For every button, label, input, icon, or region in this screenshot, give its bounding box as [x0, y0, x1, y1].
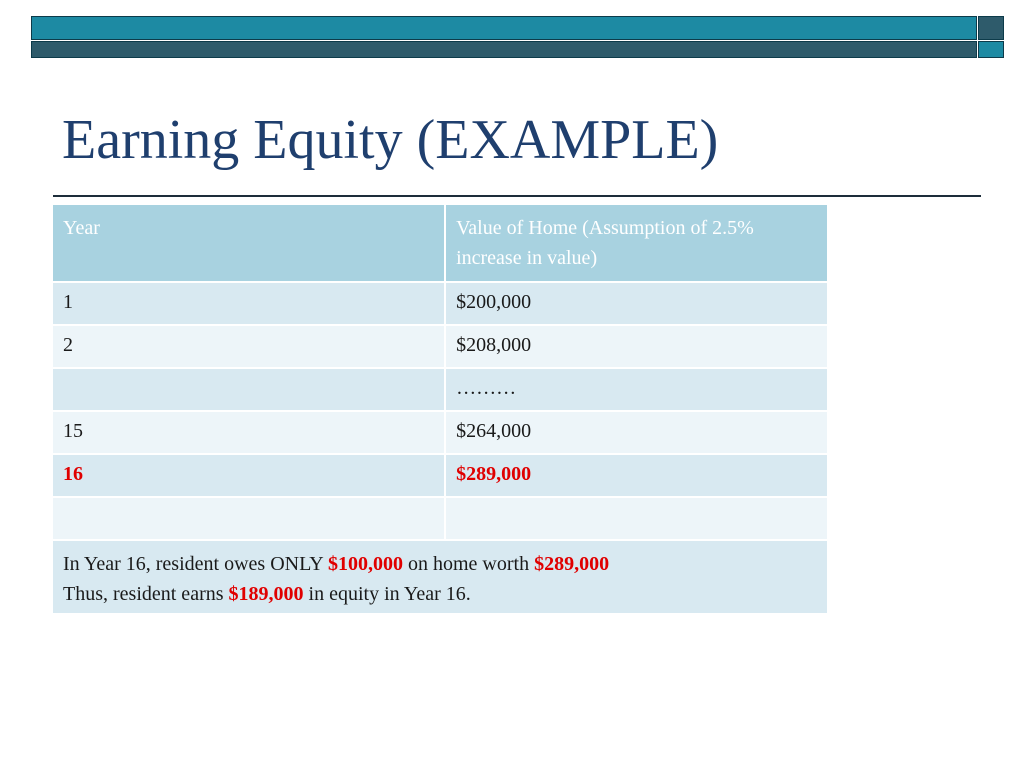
summary-row	[52, 540, 828, 614]
equity-table	[51, 203, 829, 615]
cell-year: 16	[52, 454, 445, 497]
table-row-highlighted	[52, 454, 828, 497]
cell-year: 2	[52, 325, 445, 368]
table-row	[52, 411, 828, 454]
cell-year: 15	[52, 411, 445, 454]
cell-value: $208,000	[445, 325, 828, 368]
top-banner-bar	[31, 16, 977, 40]
amount-owed: $100,000	[328, 553, 403, 575]
header-year: Year	[52, 204, 445, 282]
table-row	[52, 325, 828, 368]
banner-corner-square-bottom	[978, 41, 1004, 58]
equity-earned: $189,000	[228, 583, 304, 605]
home-worth: $289,000	[534, 553, 610, 575]
top-banner-subbar	[31, 41, 977, 58]
cell-year: 1	[52, 282, 445, 325]
summary-text: in equity in Year 16.	[303, 583, 471, 605]
cell-year	[52, 497, 445, 540]
cell-value: $200,000	[445, 282, 828, 325]
cell-value	[445, 497, 828, 540]
table-row	[52, 282, 828, 325]
table-row	[52, 368, 828, 411]
slide-title: Earning Equity (EXAMPLE)	[62, 109, 719, 171]
summary-text: In Year 16, resident owes ONLY	[63, 553, 328, 575]
title-divider	[53, 195, 981, 197]
cell-value: $264,000	[445, 411, 828, 454]
header-value-of-home: Value of Home (Assumption of 2.5% increase in value)	[445, 204, 828, 282]
cell-year	[52, 368, 445, 411]
cell-value: ………	[445, 368, 828, 411]
cell-value: $289,000	[445, 454, 828, 497]
table-header-row	[52, 204, 828, 282]
banner-corner-square-top	[978, 16, 1004, 40]
summary-text: on home worth	[403, 553, 535, 575]
summary-text: Thus, resident earns	[63, 583, 229, 605]
table-row-empty	[52, 497, 828, 540]
summary-cell	[52, 540, 828, 614]
